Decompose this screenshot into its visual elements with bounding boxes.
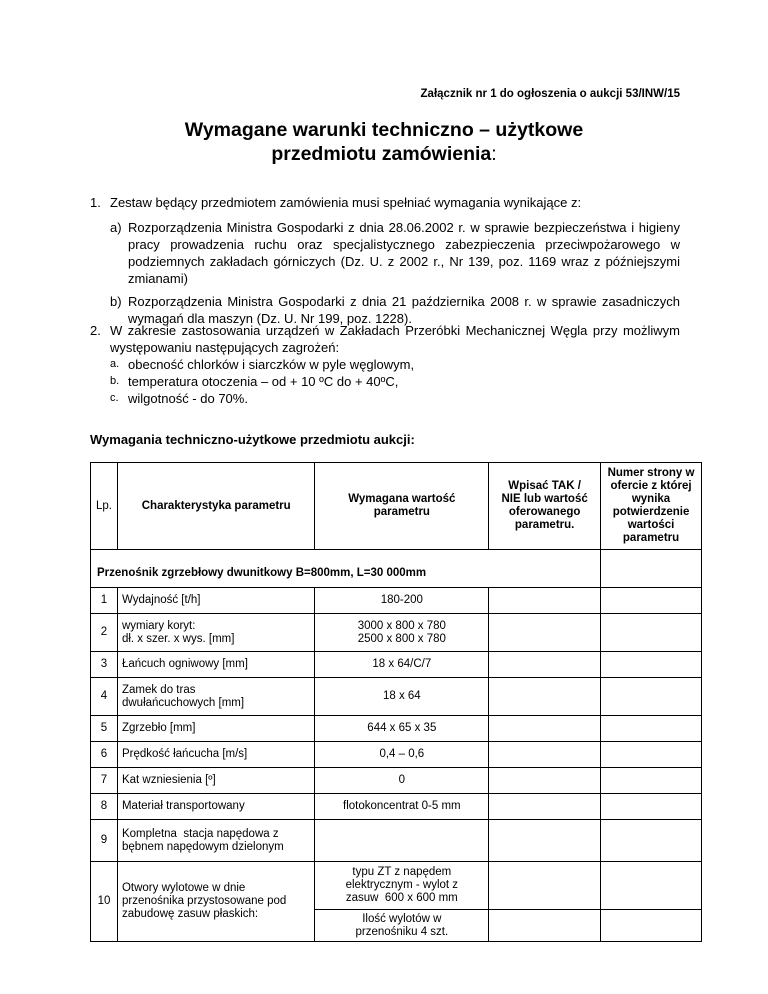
- row-page-cell[interactable]: [601, 588, 702, 614]
- row-value-line: elektrycznym - wylot z: [345, 879, 459, 891]
- row-offer-cell[interactable]: [489, 678, 601, 716]
- table-cell: [489, 550, 601, 588]
- row-offer-cell[interactable]: [489, 862, 601, 910]
- table-row: [91, 768, 702, 794]
- header-required: Wymagana wartość parametru: [315, 463, 489, 550]
- row-value: 18 x 64/C/7: [315, 652, 489, 678]
- row-param: Prędkość łańcucha [m/s]: [117, 742, 315, 768]
- row-offer-cell[interactable]: [489, 794, 601, 820]
- section-1: [90, 194, 680, 327]
- title-line-2: przedmiotu zamówienia: [271, 143, 492, 165]
- header-offer: Wpisać TAK / NIE lub wartość oferowanego parametru.: [489, 463, 601, 550]
- row-lp: 9: [91, 820, 118, 862]
- row-param-line: wymiary koryt:: [121, 619, 196, 632]
- row-lp: 5: [91, 716, 118, 742]
- item-text: temperatura otoczenia – od + 10 ºC do + 40ºC,: [128, 374, 399, 389]
- row-param: Wydajność [t/h]: [117, 588, 315, 614]
- row-lp: 2: [91, 614, 118, 652]
- row-value-line: 3000 x 800 x 780: [357, 619, 446, 632]
- requirements-heading: Wymagania techniczno-użytkowe przedmiotu aukcji:: [90, 432, 415, 447]
- row-param-line: Zamek do tras: [121, 683, 196, 696]
- table-row: [91, 588, 702, 614]
- row-param-line: Kompletna stacja napędowa z: [121, 827, 279, 840]
- section-2-text: W zakresie zastosowania urządzeń w Zakładach Przeróbki Mechanicznej Węgla przy możliwym występowaniu następujących zagrożeń:: [110, 323, 680, 355]
- row-value-line: 2500 x 800 x 780: [357, 632, 446, 645]
- row-page-cell[interactable]: [601, 768, 702, 794]
- table-row: [91, 614, 702, 652]
- row-page-cell[interactable]: [601, 652, 702, 678]
- section-1-item-a: [110, 219, 680, 287]
- section-2-item-a: [110, 356, 680, 373]
- row-page-cell[interactable]: [601, 794, 702, 820]
- requirements-table: [90, 462, 702, 942]
- row-offer-cell[interactable]: [489, 742, 601, 768]
- row-param: Łańcuch ogniwowy [mm]: [117, 652, 315, 678]
- row-param-line: dwułańcuchowych [mm]: [121, 696, 245, 709]
- title-line-1: Wymagane warunki techniczno – użytkowe: [184, 119, 584, 141]
- table-row: [91, 820, 702, 862]
- item-letter: a.: [110, 358, 120, 370]
- section-2: [90, 322, 680, 407]
- section-1-text: Zestaw będący przedmiotem zamówienia musi spełniać wymagania wynikające z:: [110, 195, 582, 210]
- row-page-cell[interactable]: [601, 820, 702, 862]
- row-lp: 8: [91, 794, 118, 820]
- row-value-line: typu ZT z napędem: [352, 866, 452, 878]
- item-letter: b.: [110, 375, 120, 387]
- row-value: [315, 614, 489, 652]
- row-param-line: przenośnika przystosowane pod: [121, 895, 287, 907]
- row-offer-cell[interactable]: [489, 910, 601, 942]
- row-page-cell[interactable]: [601, 614, 702, 652]
- item-text: obecność chlorków i siarczków w pyle węglowym,: [128, 357, 415, 372]
- row-value: flotokoncentrat 0-5 mm: [315, 794, 489, 820]
- row-offer-cell[interactable]: [489, 588, 601, 614]
- table-cell: [601, 550, 702, 588]
- item-text: wilgotność - do 70%.: [128, 391, 248, 406]
- table-section-row: [91, 550, 702, 588]
- row-value-2: [315, 910, 489, 942]
- section-2-item-c: [110, 390, 680, 407]
- table-row: [91, 678, 702, 716]
- row-value-line: zasuw 600 x 600 mm: [345, 892, 458, 904]
- row-offer-cell[interactable]: [489, 716, 601, 742]
- item-letter: c.: [110, 392, 119, 404]
- row-lp: 3: [91, 652, 118, 678]
- row-param: Zgrzebło [mm]: [117, 716, 315, 742]
- title-colon: :: [491, 143, 497, 165]
- row-value: 180-200: [315, 588, 489, 614]
- row-param: [117, 678, 315, 716]
- row-param-line: zabudowę zasuw płaskich:: [121, 908, 259, 920]
- row-lp: 1: [91, 588, 118, 614]
- row-offer-cell[interactable]: [489, 768, 601, 794]
- table-row: [91, 652, 702, 678]
- header-page: Numer strony w ofercie z której wynika potwierdzenie wartości parametru: [601, 463, 702, 550]
- row-param-line: bębnem napędowym dzielonym: [121, 840, 284, 853]
- table-row: [91, 862, 702, 910]
- header-param: Charakterystyka parametru: [117, 463, 315, 550]
- table-row: [91, 742, 702, 768]
- row-page-cell[interactable]: [601, 862, 702, 910]
- row-param: [117, 614, 315, 652]
- item-text: Rozporządzenia Ministra Gospodarki z dnia 28.06.2002 r. w sprawie bezpieczeństwa i higieny pracy prowadzenia ruchu oraz specjalistycznego zabezpieczenia przeciwpożarowego w podziemnych zakładach górniczych (Dz. U. z 2002 r., Nr 139, poz. 1169 wraz z późniejszymi zmianami): [128, 220, 680, 286]
- row-value: 18 x 64: [315, 678, 489, 716]
- item-text: Rozporządzenia Ministra Gospodarki z dnia 21 października 2008 r. w sprawie zasadniczych wymagań dla maszyn (Dz. U. Nr 199, poz. 1228).: [128, 294, 680, 326]
- annex-reference: Załącznik nr 1 do ogłoszenia o aukcji 53/INW/15: [420, 88, 680, 100]
- item-letter: b): [110, 294, 122, 309]
- item-letter: a): [110, 220, 122, 235]
- section-1-number: 1.: [90, 195, 101, 210]
- section-2-item-b: [110, 373, 680, 390]
- row-lp: 4: [91, 678, 118, 716]
- row-value: 0: [315, 768, 489, 794]
- row-value: [315, 820, 489, 862]
- row-param: Kat wzniesienia [º]: [117, 768, 315, 794]
- row-value: [315, 862, 489, 910]
- row-offer-cell[interactable]: [489, 820, 601, 862]
- header-lp: Lp.: [91, 463, 118, 550]
- row-param: [117, 862, 315, 942]
- document-title: [0, 118, 768, 166]
- row-param-line: Otwory wylotowe w dnie: [121, 882, 246, 894]
- row-page-cell[interactable]: [601, 742, 702, 768]
- row-param: Materiał transportowany: [117, 794, 315, 820]
- row-lp: 6: [91, 742, 118, 768]
- table-row: [91, 794, 702, 820]
- row-lp: 10: [91, 862, 118, 942]
- row-param: [117, 820, 315, 862]
- row-value: 644 x 65 x 35: [315, 716, 489, 742]
- table-header-row: [91, 463, 702, 550]
- row-value-line: Ilość wylotów w: [362, 912, 442, 925]
- row-lp: 7: [91, 768, 118, 794]
- row-offer-cell[interactable]: [489, 652, 601, 678]
- row-offer-cell[interactable]: [489, 614, 601, 652]
- row-param-line: dł. x szer. x wys. [mm]: [121, 632, 235, 645]
- row-value: 0,4 – 0,6: [315, 742, 489, 768]
- row-value-line: przenośniku 4 szt.: [355, 925, 449, 938]
- section-title: Przenośnik zgrzebłowy dwunitkowy B=800mm, L=30 000mm: [91, 550, 489, 588]
- section-2-number: 2.: [90, 323, 101, 338]
- row-page-cell[interactable]: [601, 678, 702, 716]
- row-page-cell[interactable]: [601, 716, 702, 742]
- row-page-cell[interactable]: [601, 910, 702, 942]
- table-row: [91, 716, 702, 742]
